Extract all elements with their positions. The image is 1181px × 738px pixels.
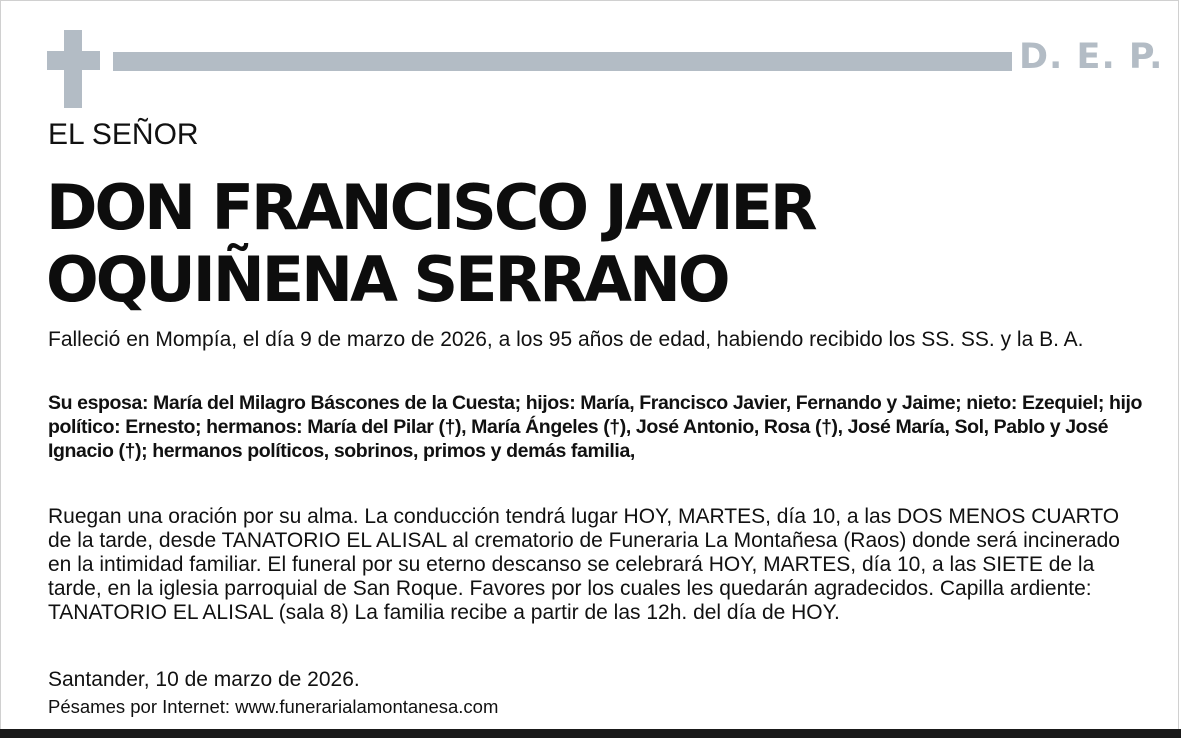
bottom-bar [0,729,1181,738]
honorific: EL SEÑOR [48,118,199,151]
condolences-line: Pésames por Internet: www.funerarialamontanesa.com [48,696,499,717]
deceased-name [46,172,1146,316]
place-date: Santander, 10 de marzo de 2026. [48,668,360,691]
dep-label: D. E. P. [1019,37,1164,77]
deceased-name-line-1: DON FRANCISCO JAVIER [46,171,815,244]
family-paragraph: Su esposa: María del Milagro Báscones de la Cuesta; hijos: María, Francisco Javier, Fernando y Jaime; nieto: Ezequiel; hijo político: Ernesto; hermanos: María del Pilar (†), María Ángeles (†), José Antonio, Rosa (†), José María, Sol, Pablo y José Ignacio (†); hermanos políticos, sobrinos, primos y demás familia, [48,392,1143,462]
service-paragraph: Ruegan una oración por su alma. La conducción tendrá lugar HOY, MARTES, día 10, a las DOS MENOS CUARTO de la tarde, desde TANATORIO EL ALISAL al crematorio de Funeraria La Montañesa (Raos) donde será incinerado en la intimidad familiar. El funeral por su eterno descanso se celebrará HOY, MARTES, día 10, a las SIETE de la tarde, en la iglesia parroquial de San Roque. Favores por los cuales les quedarán agradecidos. Capilla ardiente: TANATORIO EL ALISAL (sala 8) La familia recibe a partir de las 12h. del día de HOY. [48,505,1120,624]
death-paragraph: Falleció en Mompía, el día 9 de marzo de 2026, a los 95 años de edad, habiendo recibido los SS. SS. y la B. A. [48,328,1084,351]
deceased-name-line-2: OQUIÑENA SERRANO [46,243,728,316]
header-rule [113,52,1012,71]
